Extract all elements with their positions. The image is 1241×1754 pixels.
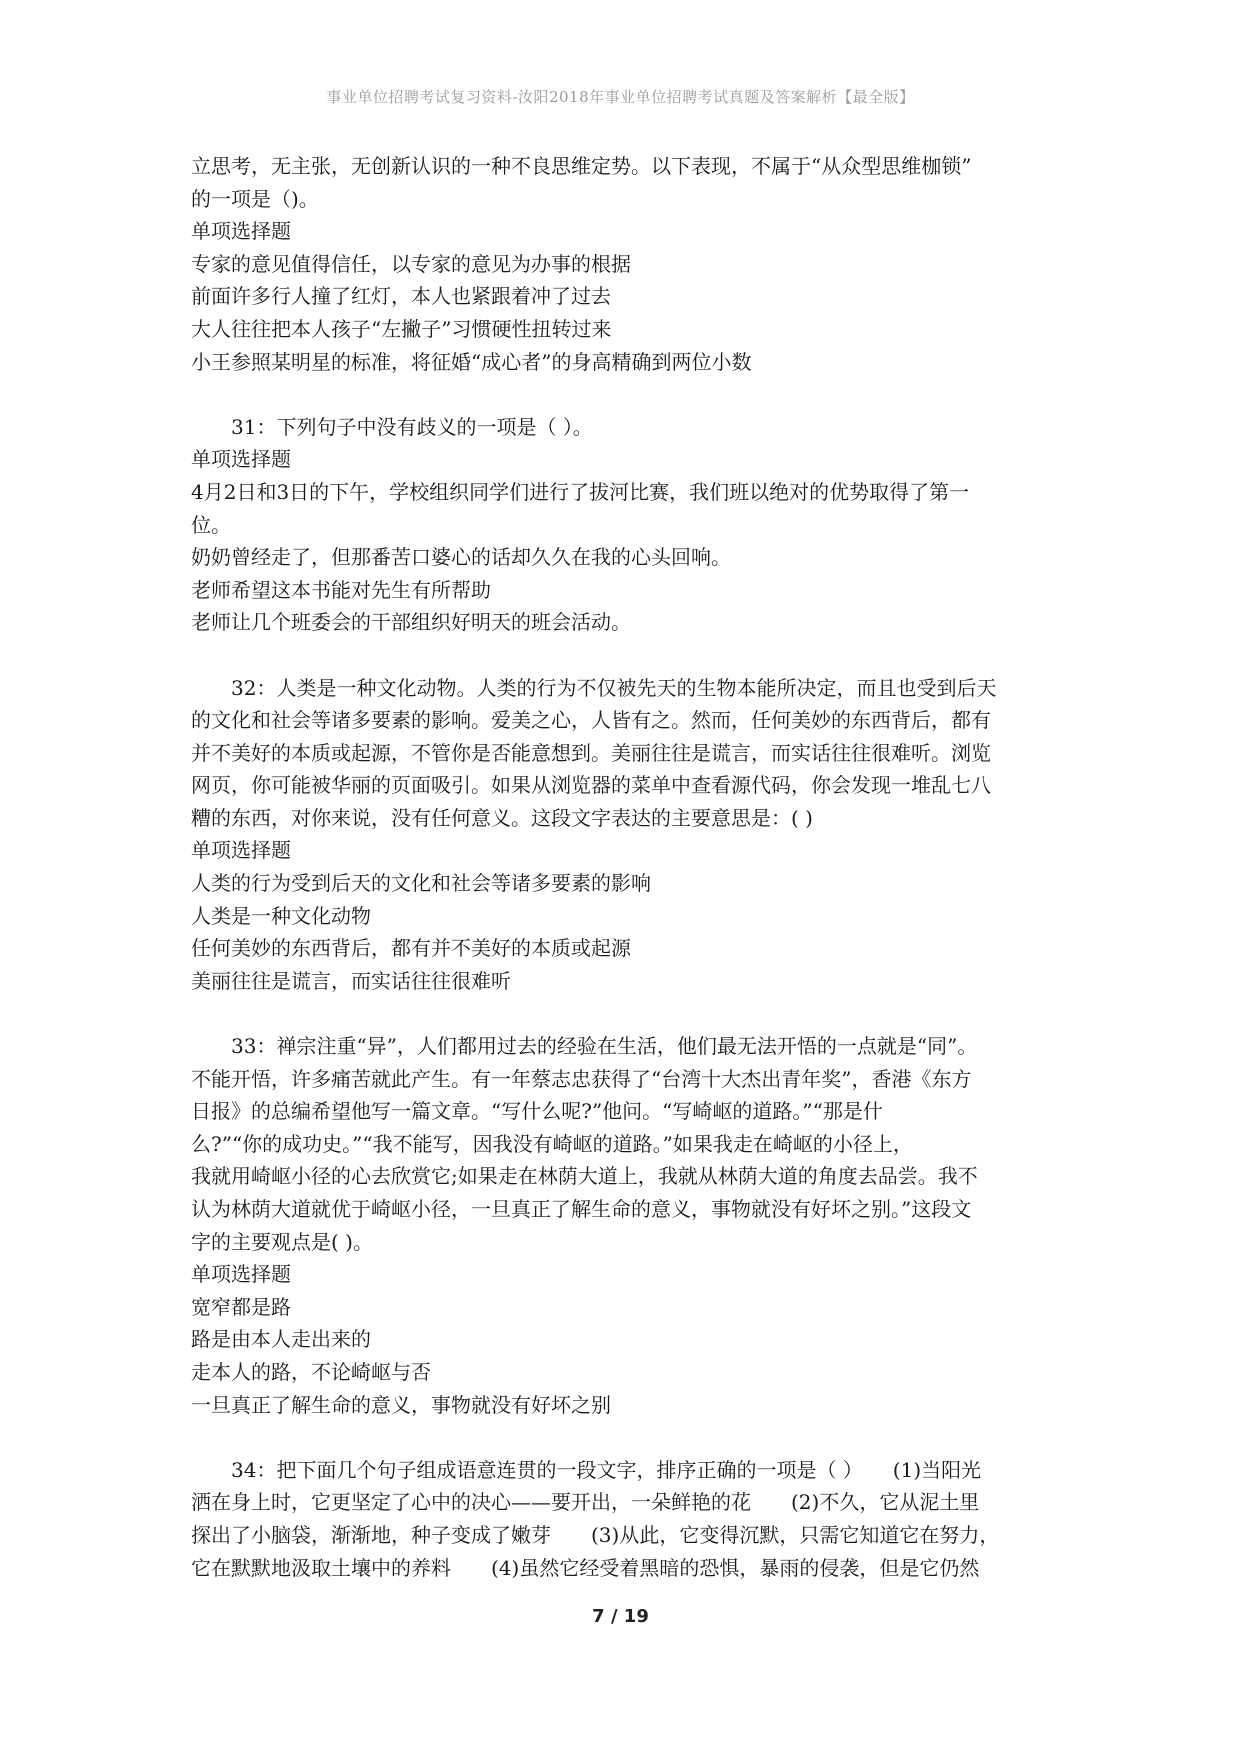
q34-text-line: 洒在身上时，它更坚定了心中的决心——要开出，一朵鲜艳的花 (2)不久，它从泥土里	[191, 1490, 980, 1515]
q32-text-line: 的文化和社会等诸多要素的影响。爱美之心，人皆有之。然而，任何美妙的东西背后，都有	[191, 708, 991, 733]
q31-option: 奶奶曾经走了，但那番苦口婆心的话却久久在我的心头回响。	[191, 545, 731, 570]
q32-option: 人类是一种文化动物	[191, 903, 371, 928]
q33-option: 宽窄都是路	[191, 1294, 291, 1319]
q32-type: 单项选择题	[191, 838, 291, 863]
q33-type: 单项选择题	[191, 1262, 291, 1287]
q31-option: 老师让几个班委会的干部组织好明天的班会活动。	[191, 610, 631, 635]
q32-option: 美丽往往是谎言，而实话往往很难听	[191, 968, 511, 993]
q33-option: 路是由本人走出来的	[191, 1327, 371, 1352]
q33-text-line: 不能开悟，许多痛苦就此产生。有一年蔡志忠获得了“台湾十大杰出青年奖”，香港《东方	[191, 1066, 972, 1091]
document-header: 事业单位招聘考试复习资料-汝阳2018年事业单位招聘考试真题及答案解析【最全版】	[326, 88, 915, 106]
q33-option: 走本人的路，不论崎岖与否	[191, 1359, 431, 1384]
q32-text-line: 网页，你可能被华丽的页面吸引。如果从浏览器的菜单中查看源代码，你会发现一堆乱七八	[191, 773, 991, 798]
q32-text-line: 32：人类是一种文化动物。人类的行为不仅被先天的生物本能所决定，而且也受到后天	[231, 675, 997, 700]
q30-option: 专家的意见值得信任，以专家的意见为办事的根据	[191, 251, 631, 276]
q33-text-line: 我就用崎岖小径的心去欣赏它;如果走在林荫大道上，我就从林荫大道的角度去品尝。我不	[191, 1164, 978, 1189]
page-number: 7 / 19	[592, 1606, 649, 1627]
q33-text-line: 字的主要观点是( )。	[191, 1229, 373, 1254]
q32-option: 任何美妙的东西背后，都有并不美好的本质或起源	[191, 936, 631, 961]
q33-text-line: 日报》的总编希望他写一篇文章。“写什么呢?”他问。“写崎岖的道路。”“那是什	[191, 1099, 883, 1124]
q31-option: 老师希望这本书能对先生有所帮助	[191, 577, 491, 602]
q34-text-line: 它在默默地汲取土壤中的养料 (4)虽然它经受着黑暗的恐惧，暴雨的侵袭，但是它仍然	[191, 1555, 980, 1580]
q33-text-line: 么?”“你的成功史。”“我不能写，因我没有崎岖的道路。”如果我走在崎岖的小径上，	[191, 1131, 913, 1156]
q30-type: 单项选择题	[191, 219, 291, 244]
q31-type: 单项选择题	[191, 447, 291, 472]
q30-option: 大人往往把本人孩子“左撇子”习惯硬性扭转过来	[191, 316, 612, 341]
q30-option: 小王参照某明星的标准，将征婚“成心者”的身高精确到两位小数	[191, 349, 752, 374]
q34-text-line: 探出了小脑袋，渐渐地，种子变成了嫩芽 (3)从此，它变得沉默，只需它知道它在努力，	[191, 1522, 1000, 1547]
q33-text-line: 认为林荫大道就优于崎岖小径，一旦真正了解生命的意义，事物就没有好坏之别。”这段文	[191, 1197, 972, 1221]
q32-text-line: 并不美好的本质或起源，不管你是否能意想到。美丽往往是谎言，而实话往往很难听。浏览	[191, 740, 991, 765]
q31-question: 31：下列句子中没有歧义的一项是（ ）。	[231, 414, 593, 439]
q30-text-line: 的一项是（)。	[191, 186, 319, 211]
q31-option: 4月2日和3日的下午，学校组织同学们进行了拔河比赛，我们班以绝对的优势取得了第一	[191, 479, 970, 504]
q31-option: 位。	[191, 512, 231, 537]
q33-option: 一旦真正了解生命的意义，事物就没有好坏之别	[191, 1392, 611, 1417]
q30-text-line: 立思考，无主张，无创新认识的一种不良思维定势。以下表现，不属于“从众型思维枷锁”	[191, 154, 972, 178]
document-body	[191, 150, 1071, 1584]
q32-text-line: 糟的东西，对你来说，没有任何意义。这段文字表达的主要意思是：( )	[191, 805, 813, 830]
q30-option: 前面许多行人撞了红灯，本人也紧跟着冲了过去	[191, 284, 611, 309]
q34-text-line: 34：把下面几个句子组成语意连贯的一段文字，排序正确的一项是（ ） (1)当阳光	[231, 1457, 982, 1482]
q32-option: 人类的行为受到后天的文化和社会等诸多要素的影响	[191, 871, 651, 896]
q33-text-line: 33：禅宗注重“异”，人们都用过去的经验在生活，他们最无法开悟的一点就是“同”。	[231, 1034, 978, 1059]
